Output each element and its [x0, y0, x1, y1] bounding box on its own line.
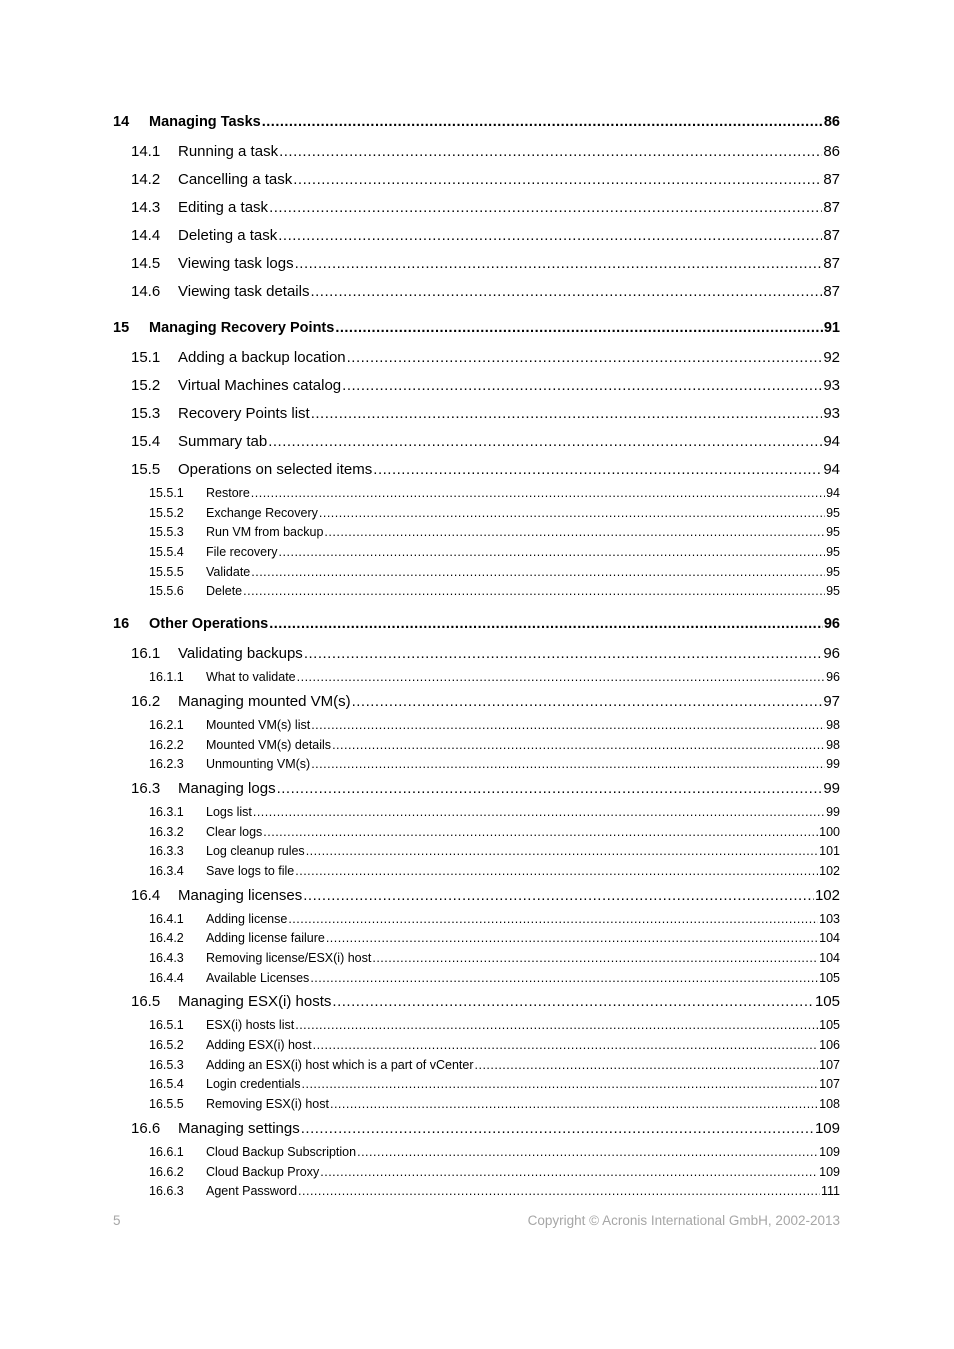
toc-entry-page: 96	[823, 645, 840, 663]
toc-entry-16-6-3[interactable]	[113, 1182, 840, 1202]
toc-entry-page: 96	[823, 616, 840, 633]
toc-entry-number: 16.2.3	[149, 757, 184, 772]
toc-entry-page: 102	[819, 863, 840, 878]
toc-entry-title: File recovery	[206, 545, 278, 560]
toc-entry-title: Managing Recovery Points	[149, 320, 335, 336]
toc-entry-number: 14.5	[131, 255, 161, 272]
toc-entry-title: Recovery Points list	[178, 405, 310, 422]
toc-dot-leader	[372, 949, 818, 969]
toc-entry-16-6-1[interactable]	[113, 1143, 840, 1163]
toc-entry-title: Adding a backup location	[178, 349, 346, 366]
toc-dot-leader	[269, 616, 823, 632]
toc-entry-14-2[interactable]	[113, 166, 840, 194]
toc-entry-title: Exchange Recovery	[206, 505, 318, 520]
toc-entry-number: 16.4.2	[149, 931, 184, 946]
toc-dot-leader	[320, 1163, 818, 1183]
toc-entry-title: Adding license	[206, 911, 288, 926]
toc-entry-page: 105	[819, 1018, 840, 1033]
toc-entry-number: 16.4	[131, 886, 161, 904]
table-of-contents	[113, 114, 840, 1202]
toc-entry-16[interactable]	[113, 616, 840, 636]
toc-entry-title: Restore	[206, 486, 250, 500]
toc-entry-page: 111	[820, 1184, 840, 1199]
toc-entry-title: Adding an ESX(i) host which is a part of vCenter	[206, 1057, 474, 1072]
toc-dot-leader	[332, 736, 825, 756]
toc-entry-page: 99	[826, 757, 840, 772]
toc-dot-leader	[297, 668, 825, 688]
toc-entry-title: Mounted VM(s) details	[206, 737, 332, 752]
toc-entry-title: Deleting a task	[178, 227, 278, 244]
toc-entry-number: 16.3.4	[149, 863, 184, 878]
toc-entry-title: Adding license failure	[206, 931, 325, 946]
toc-entry-page: 104	[819, 931, 840, 946]
toc-entry-title: Mounted VM(s) list	[206, 717, 311, 732]
toc-entry-title: Removing license/ESX(i) host	[206, 951, 372, 965]
toc-dot-leader	[269, 194, 822, 222]
toc-dot-leader	[475, 1056, 819, 1076]
toc-entry-15-5[interactable]	[113, 456, 840, 484]
toc-entry-number: 16.1.1	[149, 670, 184, 685]
toc-entry-number: 16.3.2	[149, 824, 184, 839]
toc-entry-16-5-3[interactable]	[113, 1056, 840, 1076]
toc-entry-page: 95	[826, 545, 840, 560]
toc-entry-page: 109	[819, 1164, 840, 1179]
toc-entry-page: 96	[826, 670, 840, 685]
toc-dot-leader	[277, 775, 823, 803]
toc-entry-number: 15.5	[131, 461, 161, 478]
toc-dot-leader	[342, 372, 822, 400]
toc-entry-number: 16.5.2	[149, 1038, 184, 1053]
toc-entry-16-3-4[interactable]	[113, 862, 840, 882]
toc-entry-15-1[interactable]	[113, 344, 840, 372]
toc-entry-page: 108	[819, 1097, 840, 1112]
toc-entry-page: 107	[819, 1077, 840, 1092]
copyright-notice: Copyright © Acronis International GmbH, 2002-2013	[527, 1213, 840, 1228]
toc-entry-title: Managing mounted VM(s)	[178, 692, 351, 710]
toc-entry-page: 99	[826, 804, 840, 819]
toc-dot-leader	[253, 803, 825, 823]
toc-entry-page: 101	[819, 844, 840, 859]
toc-entry-title: Logs list	[206, 804, 252, 819]
toc-entry-15-5-4[interactable]	[113, 543, 840, 563]
toc-entry-page: 109	[819, 1144, 840, 1159]
toc-entry-number: 16.4.3	[149, 951, 184, 965]
toc-entry-page: 109	[814, 1119, 840, 1137]
toc-dot-leader	[302, 1075, 819, 1095]
toc-entry-page: 107	[819, 1057, 840, 1072]
toc-entry-number: 16.2.1	[149, 717, 184, 732]
toc-entry-16-2[interactable]	[113, 688, 840, 716]
page-footer	[113, 1213, 840, 1228]
toc-entry-page: 86	[823, 143, 840, 160]
toc-dot-leader	[306, 842, 818, 862]
toc-entry-number: 14.6	[131, 283, 161, 300]
toc-dot-leader	[304, 640, 823, 668]
toc-entry-14-1[interactable]	[113, 138, 840, 166]
toc-dot-leader	[301, 1115, 814, 1143]
toc-dot-leader	[251, 563, 825, 583]
toc-entry-page: 95	[826, 584, 840, 599]
toc-entry-title: Cloud Backup Subscription	[206, 1144, 357, 1159]
toc-entry-16-1-1[interactable]	[113, 668, 840, 688]
toc-entry-title: Delete	[206, 584, 243, 599]
toc-entry-number: 16.2	[131, 692, 161, 710]
toc-entry-page: 100	[819, 824, 840, 839]
toc-entry-number: 15.5.1	[149, 486, 184, 500]
toc-entry-number: 16.2.2	[149, 737, 184, 752]
toc-entry-title: Managing ESX(i) hosts	[178, 993, 332, 1011]
toc-entry-title: Save logs to file	[206, 863, 295, 878]
toc-entry-16-4-4[interactable]	[113, 969, 840, 989]
toc-entry-page: 87	[823, 199, 840, 216]
toc-entry-page: 105	[814, 993, 840, 1011]
toc-dot-leader	[326, 929, 818, 949]
toc-entry-16-4-3[interactable]	[113, 949, 840, 969]
toc-entry-15[interactable]	[113, 320, 840, 340]
toc-entry-page: 91	[823, 320, 840, 336]
toc-entry-number: 16.6	[131, 1119, 161, 1137]
toc-entry-number: 15.4	[131, 433, 161, 450]
toc-entry-15-5-3[interactable]	[113, 523, 840, 543]
toc-entry-number: 16.5.1	[149, 1018, 184, 1033]
toc-entry-number: 14.2	[131, 171, 161, 188]
toc-dot-leader	[311, 716, 825, 736]
toc-entry-number: 15.3	[131, 405, 161, 422]
toc-entry-title: Managing Tasks	[149, 114, 261, 130]
toc-entry-14-6[interactable]	[113, 278, 840, 306]
toc-entry-number: 15.2	[131, 377, 161, 394]
toc-dot-leader	[295, 862, 818, 882]
toc-entry-page: 92	[823, 349, 840, 366]
toc-entry-number: 16.6.1	[149, 1144, 184, 1159]
toc-entry-page: 87	[823, 283, 840, 300]
toc-entry-title: Removing ESX(i) host	[206, 1097, 329, 1112]
toc-entry-16-1[interactable]	[113, 640, 840, 668]
toc-dot-leader	[295, 250, 823, 278]
toc-entry-page: 105	[819, 970, 840, 985]
toc-dot-leader	[347, 344, 823, 372]
toc-dot-leader	[330, 1095, 818, 1115]
toc-entry-number: 16	[113, 616, 130, 633]
toc-entry-title: Run VM from backup	[206, 525, 324, 540]
toc-entry-number: 15.5.4	[149, 545, 184, 560]
toc-entry-page: 87	[823, 255, 840, 272]
toc-entry-page: 86	[823, 114, 840, 130]
toc-dot-leader	[295, 1016, 818, 1036]
toc-dot-leader	[310, 969, 818, 989]
toc-entry-16-6[interactable]	[113, 1115, 840, 1143]
toc-entry-16-5-5[interactable]	[113, 1095, 840, 1115]
toc-entry-number: 16.5.5	[149, 1097, 184, 1112]
toc-entry-16-3-3[interactable]	[113, 842, 840, 862]
toc-entry-title: Running a task	[178, 143, 279, 160]
toc-entry-15-5-2[interactable]	[113, 504, 840, 524]
toc-entry-title: ESX(i) hosts list	[206, 1018, 295, 1033]
toc-entry-title: Viewing task logs	[178, 255, 294, 272]
toc-entry-number: 15.5.2	[149, 505, 184, 520]
toc-dot-leader	[311, 400, 823, 428]
toc-entry-title: Editing a task	[178, 199, 269, 216]
toc-entry-15-5-5[interactable]	[113, 563, 840, 583]
toc-dot-leader	[313, 1036, 819, 1056]
toc-dot-leader	[303, 882, 814, 910]
toc-entry-title: Agent Password	[206, 1184, 298, 1199]
toc-entry-title: Validate	[206, 564, 251, 579]
toc-entry-title: Available Licenses	[206, 970, 310, 985]
toc-entry-number: 15.5.6	[149, 584, 184, 599]
toc-entry-number: 15.5.5	[149, 564, 184, 579]
toc-entry-page: 87	[823, 171, 840, 188]
toc-entry-number: 16.4.4	[149, 970, 184, 985]
toc-entry-page: 95	[826, 505, 840, 520]
toc-entry-16-5-1[interactable]	[113, 1016, 840, 1036]
toc-entry-16-5-4[interactable]	[113, 1075, 840, 1095]
toc-dot-leader	[352, 688, 823, 716]
toc-entry-14-5[interactable]	[113, 250, 840, 278]
toc-entry-page: 98	[826, 717, 840, 732]
toc-dot-leader	[332, 988, 814, 1016]
toc-entry-number: 15	[113, 320, 130, 336]
page-number: 5	[113, 1213, 121, 1228]
toc-entry-title: Cancelling a task	[178, 171, 293, 188]
toc-entry-title: Managing logs	[178, 779, 276, 797]
toc-entry-title: Clear logs	[206, 824, 263, 839]
toc-entry-number: 15.5.3	[149, 525, 184, 540]
toc-entry-page: 103	[819, 911, 840, 926]
toc-entry-number: 14.1	[131, 143, 161, 160]
toc-entry-page: 98	[826, 737, 840, 752]
toc-entry-15-2[interactable]	[113, 372, 840, 400]
toc-entry-number: 16.5.4	[149, 1077, 184, 1092]
toc-entry-title: Cloud Backup Proxy	[206, 1164, 320, 1179]
toc-dot-leader	[310, 278, 822, 306]
toc-entry-number: 14.4	[131, 227, 161, 244]
toc-dot-leader	[268, 428, 822, 456]
toc-entry-title: Managing settings	[178, 1119, 300, 1137]
toc-entry-page: 94	[826, 486, 840, 500]
toc-dot-leader	[357, 1143, 818, 1163]
toc-dot-leader	[279, 543, 826, 563]
toc-entry-14-3[interactable]	[113, 194, 840, 222]
toc-entry-title: Virtual Machines catalog	[178, 377, 342, 394]
toc-dot-leader	[263, 823, 818, 843]
toc-entry-title: Summary tab	[178, 433, 268, 450]
toc-entry-title: What to validate	[206, 670, 296, 685]
toc-entry-number: 16.3.3	[149, 844, 184, 859]
toc-entry-number: 15.1	[131, 349, 161, 366]
toc-entry-16-2-2[interactable]	[113, 736, 840, 756]
toc-entry-page: 102	[814, 886, 840, 904]
toc-entry-16-2-3[interactable]	[113, 755, 840, 775]
toc-dot-leader	[251, 484, 825, 504]
toc-entry-number: 16.3.1	[149, 804, 184, 819]
toc-entry-number: 16.5.3	[149, 1057, 184, 1072]
toc-entry-page: 94	[823, 461, 840, 478]
toc-entry-title: Other Operations	[149, 616, 269, 633]
toc-entry-number: 16.5	[131, 993, 161, 1011]
toc-entry-14[interactable]	[113, 114, 840, 134]
toc-entry-number: 16.6.2	[149, 1164, 184, 1179]
toc-dot-leader	[262, 114, 823, 130]
toc-entry-page: 99	[823, 779, 840, 797]
toc-dot-leader	[373, 456, 822, 484]
toc-entry-page: 95	[826, 564, 840, 579]
toc-dot-leader	[311, 755, 825, 775]
toc-entry-page: 87	[823, 227, 840, 244]
toc-entry-16-5[interactable]	[113, 988, 840, 1016]
toc-dot-leader	[293, 166, 822, 194]
toc-entry-page: 104	[819, 951, 840, 965]
toc-entry-16-4-2[interactable]	[113, 929, 840, 949]
toc-entry-page: 93	[823, 377, 840, 394]
toc-entry-title: Log cleanup rules	[206, 844, 305, 859]
toc-dot-leader	[243, 582, 825, 602]
toc-dot-leader	[319, 504, 825, 524]
toc-entry-15-5-6[interactable]	[113, 582, 840, 602]
toc-entry-page: 93	[823, 405, 840, 422]
toc-entry-title: Adding ESX(i) host	[206, 1038, 312, 1053]
toc-entry-16-3-2[interactable]	[113, 823, 840, 843]
toc-dot-leader	[278, 222, 822, 250]
toc-entry-15-4[interactable]	[113, 428, 840, 456]
toc-entry-number: 14	[113, 114, 130, 130]
toc-dot-leader	[298, 1182, 820, 1202]
toc-entry-16-3-1[interactable]	[113, 803, 840, 823]
toc-entry-title: Viewing task details	[178, 283, 310, 300]
toc-entry-page: 94	[823, 433, 840, 450]
toc-dot-leader	[279, 138, 822, 166]
toc-entry-15-3[interactable]	[113, 400, 840, 428]
toc-entry-page: 97	[823, 692, 840, 710]
toc-entry-page: 106	[819, 1038, 840, 1053]
toc-entry-title: Login credentials	[206, 1077, 301, 1092]
toc-entry-15-5-1[interactable]	[113, 484, 840, 504]
toc-entry-number: 14.3	[131, 199, 161, 216]
toc-entry-number: 16.6.3	[149, 1184, 184, 1199]
toc-entry-number: 16.1	[131, 645, 161, 663]
toc-entry-number: 16.3	[131, 779, 161, 797]
toc-entry-16-2-1[interactable]	[113, 716, 840, 736]
toc-entry-16-4-1[interactable]	[113, 910, 840, 930]
toc-entry-title: Unmounting VM(s)	[206, 757, 311, 772]
toc-entry-14-4[interactable]	[113, 222, 840, 250]
toc-dot-leader	[335, 320, 823, 336]
toc-entry-number: 16.4.1	[149, 911, 184, 926]
toc-entry-16-4[interactable]	[113, 882, 840, 910]
toc-dot-leader	[288, 910, 818, 930]
toc-entry-16-6-2[interactable]	[113, 1163, 840, 1183]
toc-entry-16-5-2[interactable]	[113, 1036, 840, 1056]
toc-entry-16-3[interactable]	[113, 775, 840, 803]
toc-dot-leader	[324, 523, 825, 543]
toc-entry-title: Managing licenses	[178, 886, 303, 904]
toc-entry-title: Validating backups	[178, 645, 303, 663]
toc-entry-title: Operations on selected items	[178, 461, 373, 478]
toc-entry-page: 95	[826, 525, 840, 540]
